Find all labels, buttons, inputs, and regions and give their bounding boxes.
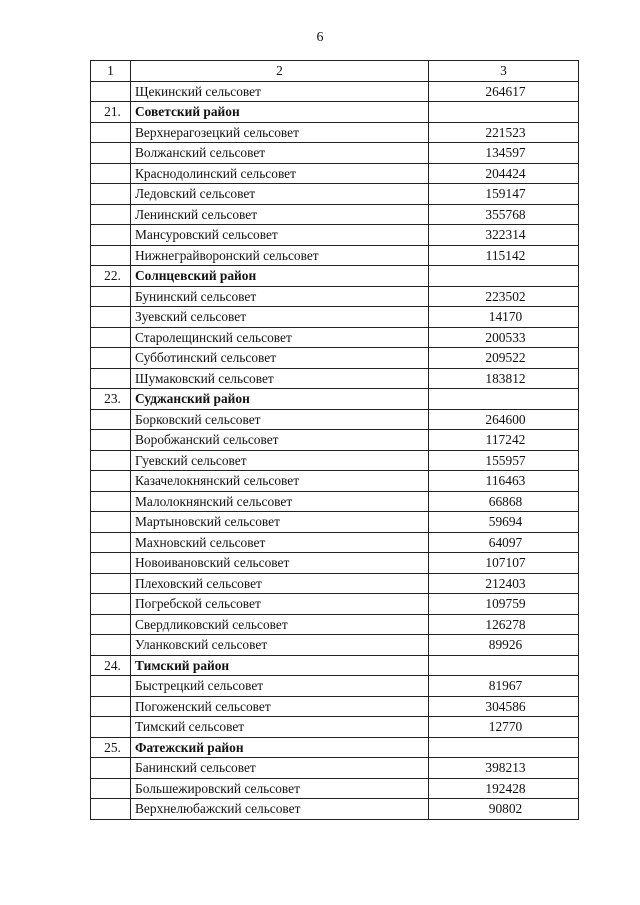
- table-row: [91, 614, 579, 635]
- table-row: [91, 225, 579, 246]
- settlement-name: Малолокнянский сельсовет: [131, 491, 429, 512]
- amount-value: [429, 266, 579, 287]
- table-row: [91, 450, 579, 471]
- settlement-name: Новоивановский сельсовет: [131, 553, 429, 574]
- settlement-name: Свердликовский сельсовет: [131, 614, 429, 635]
- amount-value: 126278: [429, 614, 579, 635]
- table-row: [91, 245, 579, 266]
- row-number: 21.: [91, 102, 131, 123]
- table-row: [91, 491, 579, 512]
- settlement-name: Волжанский сельсовет: [131, 143, 429, 164]
- amount-value: 212403: [429, 573, 579, 594]
- table-row: [91, 409, 579, 430]
- table-row: [91, 676, 579, 697]
- table-row: [91, 573, 579, 594]
- table-row: [91, 471, 579, 492]
- settlement-name: Погоженский сельсовет: [131, 696, 429, 717]
- row-number: [91, 204, 131, 225]
- settlement-name: Гуевский сельсовет: [131, 450, 429, 471]
- table-header-row: [91, 61, 579, 82]
- amount-value: 355768: [429, 204, 579, 225]
- row-number: [91, 327, 131, 348]
- settlement-name: Банинский сельсовет: [131, 758, 429, 779]
- settlement-name: Тимский сельсовет: [131, 717, 429, 738]
- table-row: [91, 696, 579, 717]
- table-row: [91, 430, 579, 451]
- table-row: [91, 163, 579, 184]
- row-number: [91, 553, 131, 574]
- row-number: [91, 573, 131, 594]
- row-number: 25.: [91, 737, 131, 758]
- settlement-name: Уланковский сельсовет: [131, 635, 429, 656]
- settlement-name: Краснодолинский сельсовет: [131, 163, 429, 184]
- column-header-number: 1: [91, 61, 131, 82]
- table-row: [91, 204, 579, 225]
- table-row: [91, 348, 579, 369]
- district-name: Солнцевский район: [131, 266, 429, 287]
- amount-value: 117242: [429, 430, 579, 451]
- district-row: [91, 389, 579, 410]
- amount-value: 155957: [429, 450, 579, 471]
- settlement-name: Верхнерагозецкий сельсовет: [131, 122, 429, 143]
- amount-value: [429, 102, 579, 123]
- district-name: Советский район: [131, 102, 429, 123]
- settlement-name: Старолещинский сельсовет: [131, 327, 429, 348]
- amount-value: [429, 655, 579, 676]
- amount-value: 116463: [429, 471, 579, 492]
- row-number: 23.: [91, 389, 131, 410]
- row-number: [91, 594, 131, 615]
- amount-value: 12770: [429, 717, 579, 738]
- district-name: Фатежский район: [131, 737, 429, 758]
- amount-value: 264600: [429, 409, 579, 430]
- table-row: [91, 286, 579, 307]
- settlement-name: Воробжанский сельсовет: [131, 430, 429, 451]
- row-number: [91, 491, 131, 512]
- amount-value: 64097: [429, 532, 579, 553]
- settlement-name: Плеховский сельсовет: [131, 573, 429, 594]
- district-row: [91, 102, 579, 123]
- row-number: [91, 512, 131, 533]
- amount-value: 183812: [429, 368, 579, 389]
- table-row: [91, 758, 579, 779]
- settlement-name: Ленинский сельсовет: [131, 204, 429, 225]
- column-header-value: 3: [429, 61, 579, 82]
- row-number: [91, 430, 131, 451]
- amount-value: 200533: [429, 327, 579, 348]
- amount-value: 221523: [429, 122, 579, 143]
- settlement-name: Субботинский сельсовет: [131, 348, 429, 369]
- table-row: [91, 799, 579, 820]
- table-row: [91, 778, 579, 799]
- row-number: [91, 163, 131, 184]
- table-row: [91, 512, 579, 533]
- row-number: [91, 122, 131, 143]
- row-number: [91, 81, 131, 102]
- settlement-name: Махновский сельсовет: [131, 532, 429, 553]
- table-row: [91, 635, 579, 656]
- amount-value: 209522: [429, 348, 579, 369]
- table-row: [91, 122, 579, 143]
- table-row: [91, 184, 579, 205]
- row-number: [91, 758, 131, 779]
- settlement-name: Щекинский сельсовет: [131, 81, 429, 102]
- settlement-name: Погребской сельсовет: [131, 594, 429, 615]
- amount-value: 90802: [429, 799, 579, 820]
- table-body: [91, 61, 579, 820]
- amount-value: 81967: [429, 676, 579, 697]
- amount-value: 398213: [429, 758, 579, 779]
- settlement-name: Нижнеграйворонский сельсовет: [131, 245, 429, 266]
- table-row: [91, 594, 579, 615]
- district-name: Тимский район: [131, 655, 429, 676]
- subsidy-table: [90, 60, 579, 820]
- row-number: [91, 676, 131, 697]
- row-number: 22.: [91, 266, 131, 287]
- settlement-name: Шумаковский сельсовет: [131, 368, 429, 389]
- amount-value: 204424: [429, 163, 579, 184]
- row-number: [91, 286, 131, 307]
- settlement-name: Мартыновский сельсовет: [131, 512, 429, 533]
- row-number: [91, 368, 131, 389]
- settlement-name: Быстрецкий сельсовет: [131, 676, 429, 697]
- row-number: [91, 143, 131, 164]
- column-header-name: 2: [131, 61, 429, 82]
- amount-value: 107107: [429, 553, 579, 574]
- amount-value: 134597: [429, 143, 579, 164]
- table-row: [91, 532, 579, 553]
- settlement-name: Бунинский сельсовет: [131, 286, 429, 307]
- row-number: [91, 471, 131, 492]
- amount-value: 159147: [429, 184, 579, 205]
- row-number: [91, 348, 131, 369]
- settlement-name: Зуевский сельсовет: [131, 307, 429, 328]
- row-number: 24.: [91, 655, 131, 676]
- district-row: [91, 655, 579, 676]
- row-number: [91, 696, 131, 717]
- row-number: [91, 450, 131, 471]
- table-row: [91, 81, 579, 102]
- district-row: [91, 737, 579, 758]
- amount-value: 109759: [429, 594, 579, 615]
- amount-value: 304586: [429, 696, 579, 717]
- district-name: Суджанский район: [131, 389, 429, 410]
- page-number: 6: [316, 30, 324, 45]
- table-row: [91, 553, 579, 574]
- row-number: [91, 409, 131, 430]
- amount-value: 14170: [429, 307, 579, 328]
- table-row: [91, 368, 579, 389]
- row-number: [91, 614, 131, 635]
- row-number: [91, 532, 131, 553]
- amount-value: 59694: [429, 512, 579, 533]
- row-number: [91, 225, 131, 246]
- amount-value: 192428: [429, 778, 579, 799]
- settlement-name: Казачелокнянский сельсовет: [131, 471, 429, 492]
- row-number: [91, 184, 131, 205]
- table-row: [91, 143, 579, 164]
- row-number: [91, 245, 131, 266]
- district-row: [91, 266, 579, 287]
- amount-value: 264617: [429, 81, 579, 102]
- row-number: [91, 799, 131, 820]
- settlement-name: Борковский сельсовет: [131, 409, 429, 430]
- table-row: [91, 307, 579, 328]
- settlement-name: Верхнелюбажский сельсовет: [131, 799, 429, 820]
- row-number: [91, 635, 131, 656]
- amount-value: [429, 389, 579, 410]
- settlement-name: Ледовский сельсовет: [131, 184, 429, 205]
- table-row: [91, 717, 579, 738]
- table-row: [91, 327, 579, 348]
- amount-value: 89926: [429, 635, 579, 656]
- row-number: [91, 307, 131, 328]
- settlement-name: Большежировский сельсовет: [131, 778, 429, 799]
- amount-value: 322314: [429, 225, 579, 246]
- row-number: [91, 717, 131, 738]
- amount-value: 115142: [429, 245, 579, 266]
- amount-value: [429, 737, 579, 758]
- amount-value: 223502: [429, 286, 579, 307]
- settlement-name: Мансуровский сельсовет: [131, 225, 429, 246]
- row-number: [91, 778, 131, 799]
- amount-value: 66868: [429, 491, 579, 512]
